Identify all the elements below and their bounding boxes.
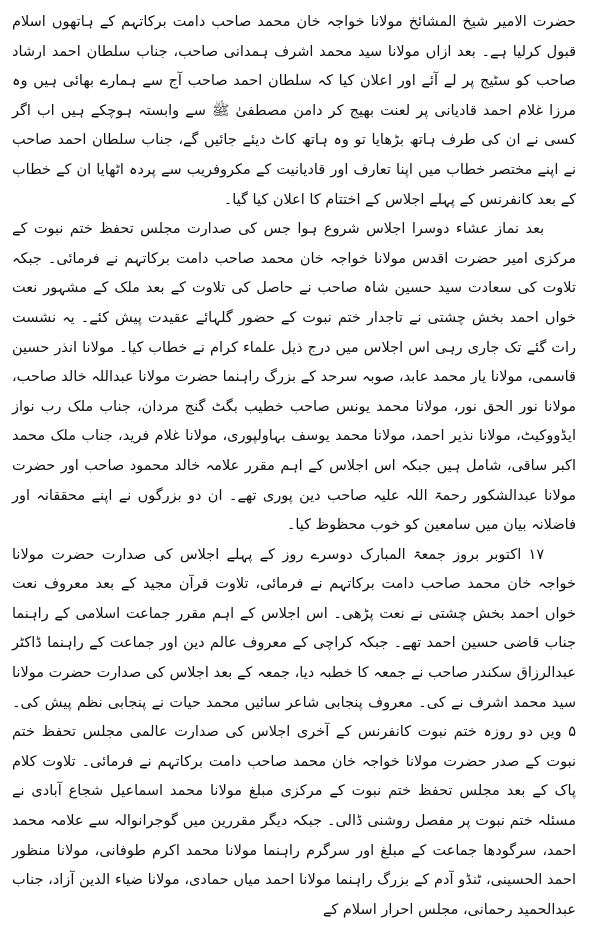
paragraph-1: حضرت الامیر شیخ المشائخ مولانا خواجہ خان محمد صاحب دامت برکاتہم کے ہاتھوں اسلام قبول کرلیا ہے۔ بعد ازاں مولانا سید محمد اشرف ہمدانی صاحب، جناب سلطان احمد ارشاد صاحب کو سٹیج پر لے آئے اور اعلان کیا کہ سلطان احمد صاحب آج سے ہمارے بھائی ہیں وہ مرزا غلام احمد قادیانی پر لعنت بھیج کر دامن مصطفیٰ ﷺ سے وابستہ ہوچکے ہیں اب اگر کسی نے ان کی طرف ہاتھ بڑھایا تو وہ ہاتھ کاٹ دیئے جائیں گے، جناب سلطان احمد صاحب نے اپنے مختصر خطاب میں اپنا تعارف اور قادیانیت کے مکروفریب سے پردہ اٹھایا ان کے خطاب کے بعد کانفرنس کے پہلے اجلاس کے اختتام کا اعلان کیا گیا۔ <box>12 14 576 208</box>
paragraph-3: ۱۷ اکتوبر بروز جمعۃ المبارک دوسرے روز کے پہلے اجلاس کی صدارت حضرت مولانا خواجہ خان محمد صاحب دامت برکاتہم نے فرمائی، تلاوت قرآن مجید کے بعد معروف نعت خواں احمد بخش چشتی نے نعت پڑھی۔ اس اجلاس کے اہم مقرر جماعت اسلامی کے راہنما جناب قاضی حسین احمد تھے۔ جبکہ کراچی کے معروف عالم دین اور جماعت کے راہنما ڈاکٹر عبدالرزاق سکندر صاحب نے جمعہ کا خطبہ دیا، جمعہ کے بعد اجلاس کی صدارت حضرت مولانا سید محمد اشرف نے کی۔ معروف پنجابی شاعر سائیں محمد حیات نے پنجابی نظم پیش کی۔ ۵ ویں دو روزہ ختم نبوت کانفرنس کے آخری اجلاس کی صدارت عالمی مجلس تحفظ ختم نبوت کے صدر حضرت مولانا خواجہ خان محمد صاحب دامت برکاتہم نے فرمائی۔ تلاوت کلام پاک کے بعد مجلس تحفظ ختم نبوت کے مرکزی مبلغ مولانا محمد اسماعیل شجاع آبادی نے مسئلہ ختم نبوت پر مفصل روشنی ڈالی۔ جبکہ دیگر مقررین میں گوجرانوالہ سے علامہ محمد احمد، سرگودھا جماعت کے مبلغ اور سرگرم راہنما مولانا محمد اکرم طوفانی، مولانا منظور احمد الحسینی، ٹنڈو آدم کے بزرگ راہنما مولانا احمد میاں حمادی، مولانا ضیاء الدین آزاد، جناب عبدالحمید رحمانی، مجلس احرار اسلام کے <box>12 546 576 918</box>
paragraph-2: بعد نماز عشاء دوسرا اجلاس شروع ہوا جس کی صدارت مجلس تحفظ ختم نبوت کے مرکزی امیر حضرت اقدس مولانا خواجہ خان محمد صاحب دامت برکاتہم نے فرمائی۔ جبکہ تلاوت کی سعادت سید حسین شاہ صاحب نے حاصل کی تلاوت کے بعد ملک کے مشہور نعت خواں احمد بخش چشتی نے تاجدار ختم نبوت کے حضور گلہائے عقیدت پیش کئے۔ یہ نشست رات گئے تک جاری رہی اس اجلاس میں درج ذیل علماء کرام نے خطاب کیا۔ مولانا انذر حسین قاسمی، مولانا یار محمد عابد، صوبہ سرحد کے بزرگ راہنما حضرت مولانا عبداللہ خالد صاحب، مولانا نور الحق نور، مولانا محمد یونس صاحب خطیب بگٹ گنج مردان، جناب ملک رب نواز ایڈووکیٹ، مولانا نذیر احمد، مولانا محمد یوسف بہاولپوری، مولانا غلام فرید، جناب ملک محمد اکبر ساقی، شامل ہیں جبکہ اس اجلاس کے اہم مقرر علامہ خالد محمود صاحب اور حضرت مولانا عبدالشکور رحمۃ اللہ علیہ صاحب دین پوری تھے۔ ان دو بزرگوں نے اپنے محققانہ اور فاضلانہ بیان میں سامعین کو خوب محظوظ کیا۔ <box>12 221 576 534</box>
